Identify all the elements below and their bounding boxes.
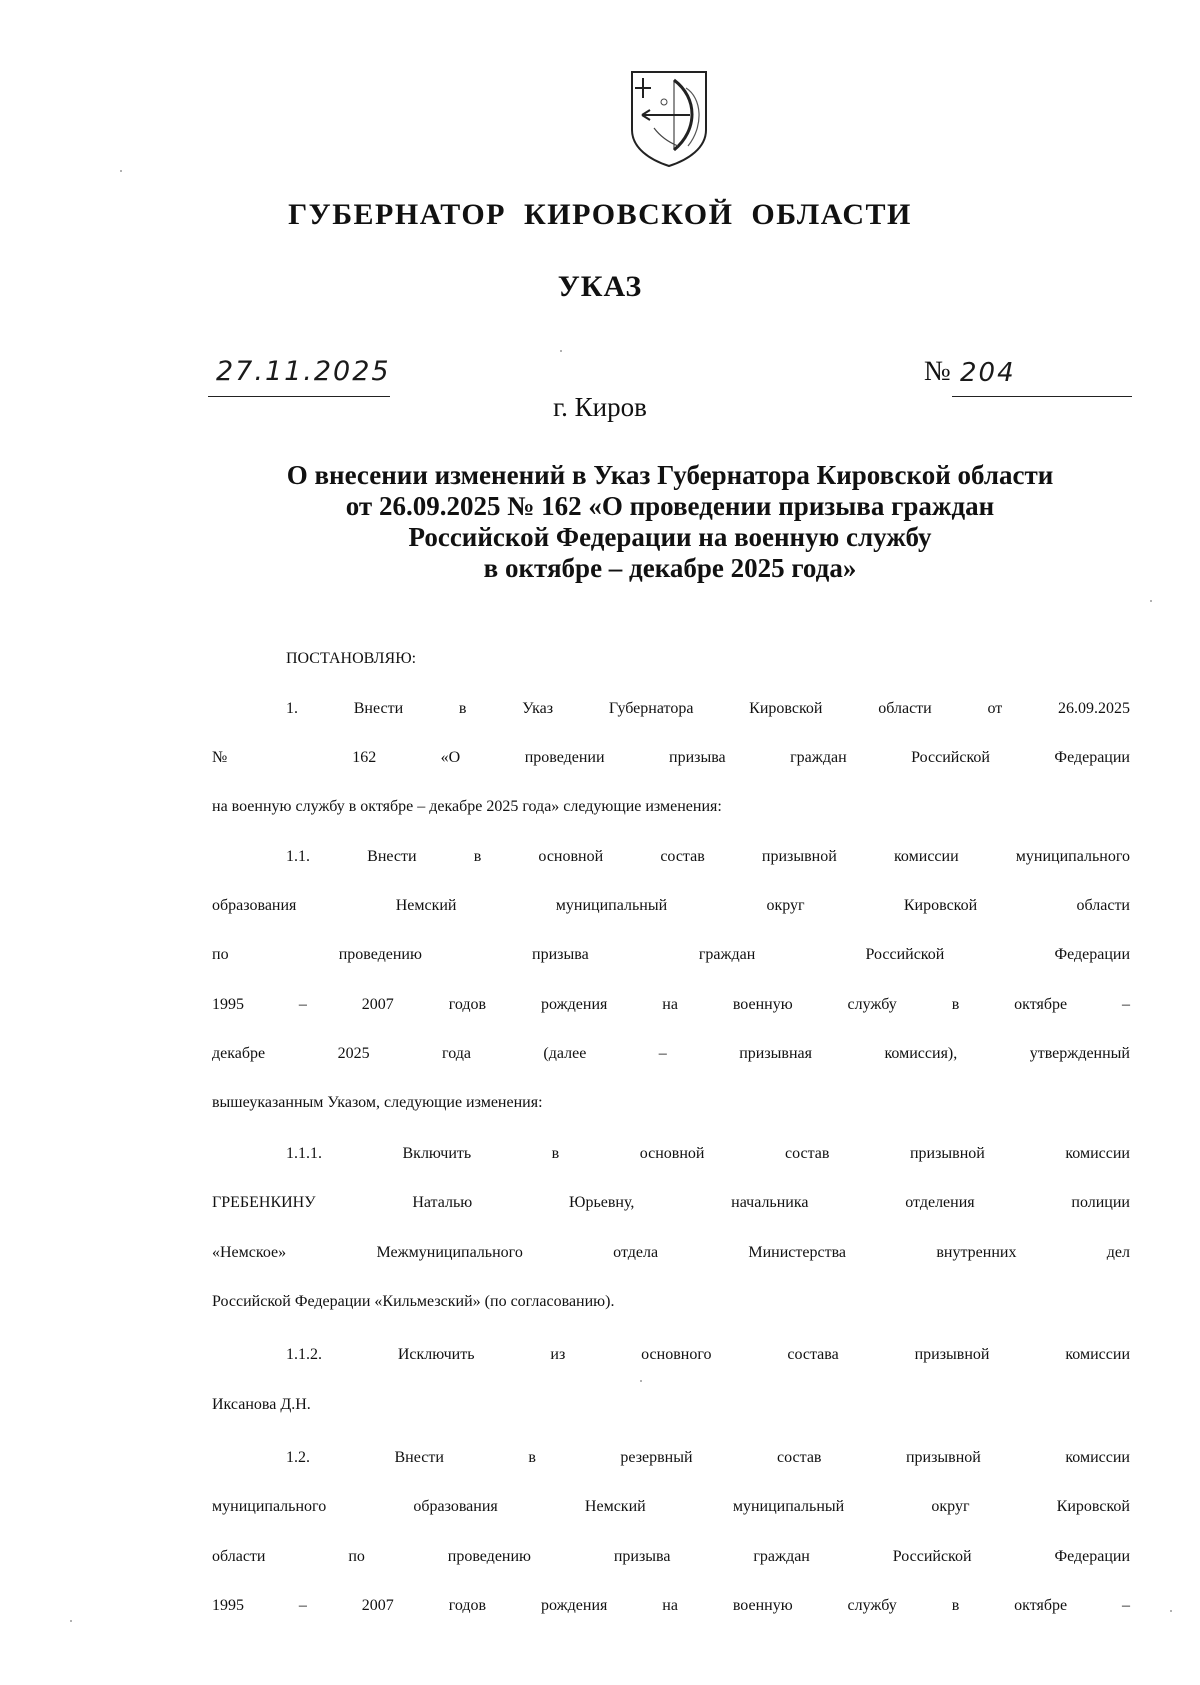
document-type: УКАЗ	[557, 270, 643, 303]
scan-speck	[1150, 600, 1152, 602]
issuing-authority: ГУБЕРНАТОР КИРОВСКОЙ ОБЛАСТИ	[288, 198, 912, 231]
document-number: 204	[960, 358, 1016, 388]
body-line: «Немское» Межмуниципального отдела Министерства внутренних дел	[212, 1244, 1130, 1261]
decree-title	[210, 460, 1130, 584]
scan-speck	[560, 350, 562, 352]
scan-speck	[640, 1380, 642, 1382]
body-line: 1.1.2. Исключить из основного состава призывной комиссии	[286, 1346, 1130, 1363]
body-line: на военную службу в октябре – декабре 2025 года» следующие изменения:	[212, 798, 722, 815]
title-line: Российской Федерации на военную службу	[408, 522, 932, 552]
title-line: от 26.09.2025 № 162 «О проведении призыва граждан	[345, 491, 995, 521]
document-date: 27.11.2025	[216, 356, 391, 387]
body-line: по проведению призыва граждан Российской Федерации	[212, 946, 1130, 963]
city-name: г. Киров	[553, 392, 647, 422]
body-line: 1. Внести в Указ Губернатора Кировской области от 26.09.2025	[286, 700, 1130, 717]
body-line: № 162 «О проведении призыва граждан Российской Федерации	[212, 749, 1130, 766]
title-line: в октябре – декабре 2025 года»	[483, 553, 857, 583]
coat-of-arms-icon	[628, 68, 710, 168]
resolve-heading: ПОСТАНОВЛЯЮ:	[286, 650, 417, 667]
title-line: О внесении изменений в Указ Губернатора Кировской области	[286, 460, 1054, 490]
body-line: декабре 2025 года (далее – призывная комиссия), утвержденный	[212, 1045, 1130, 1062]
body-line: ГРЕБЕНКИНУ Наталью Юрьевну, начальника отделения полиции	[212, 1194, 1130, 1211]
scan-speck	[120, 170, 122, 172]
body-line: области по проведению призыва граждан Российской Федерации	[212, 1548, 1130, 1565]
body-line: 1.1.1. Включить в основной состав призывной комиссии	[286, 1145, 1130, 1162]
body-line: муниципального образования Немский муниципальный округ Кировской	[212, 1498, 1130, 1515]
body-line: вышеуказанным Указом, следующие изменения:	[212, 1094, 543, 1111]
body-line: образования Немский муниципальный округ Кировской области	[212, 897, 1130, 914]
body-line: 1.2. Внести в резервный состав призывной комиссии	[286, 1449, 1130, 1466]
body-line: 1995 – 2007 годов рождения на военную службу в октябре –	[212, 996, 1130, 1013]
scan-speck	[1170, 1610, 1172, 1612]
body-line: Иксанова Д.Н.	[212, 1396, 311, 1413]
body-line: 1.1. Внести в основной состав призывной комиссии муниципального	[286, 848, 1130, 865]
body-line: 1995 – 2007 годов рождения на военную службу в октябре –	[212, 1597, 1130, 1614]
number-label: №	[924, 356, 951, 387]
scan-speck	[70, 1620, 72, 1622]
body-line: Российской Федерации «Кильмезский» (по согласованию).	[212, 1293, 615, 1310]
